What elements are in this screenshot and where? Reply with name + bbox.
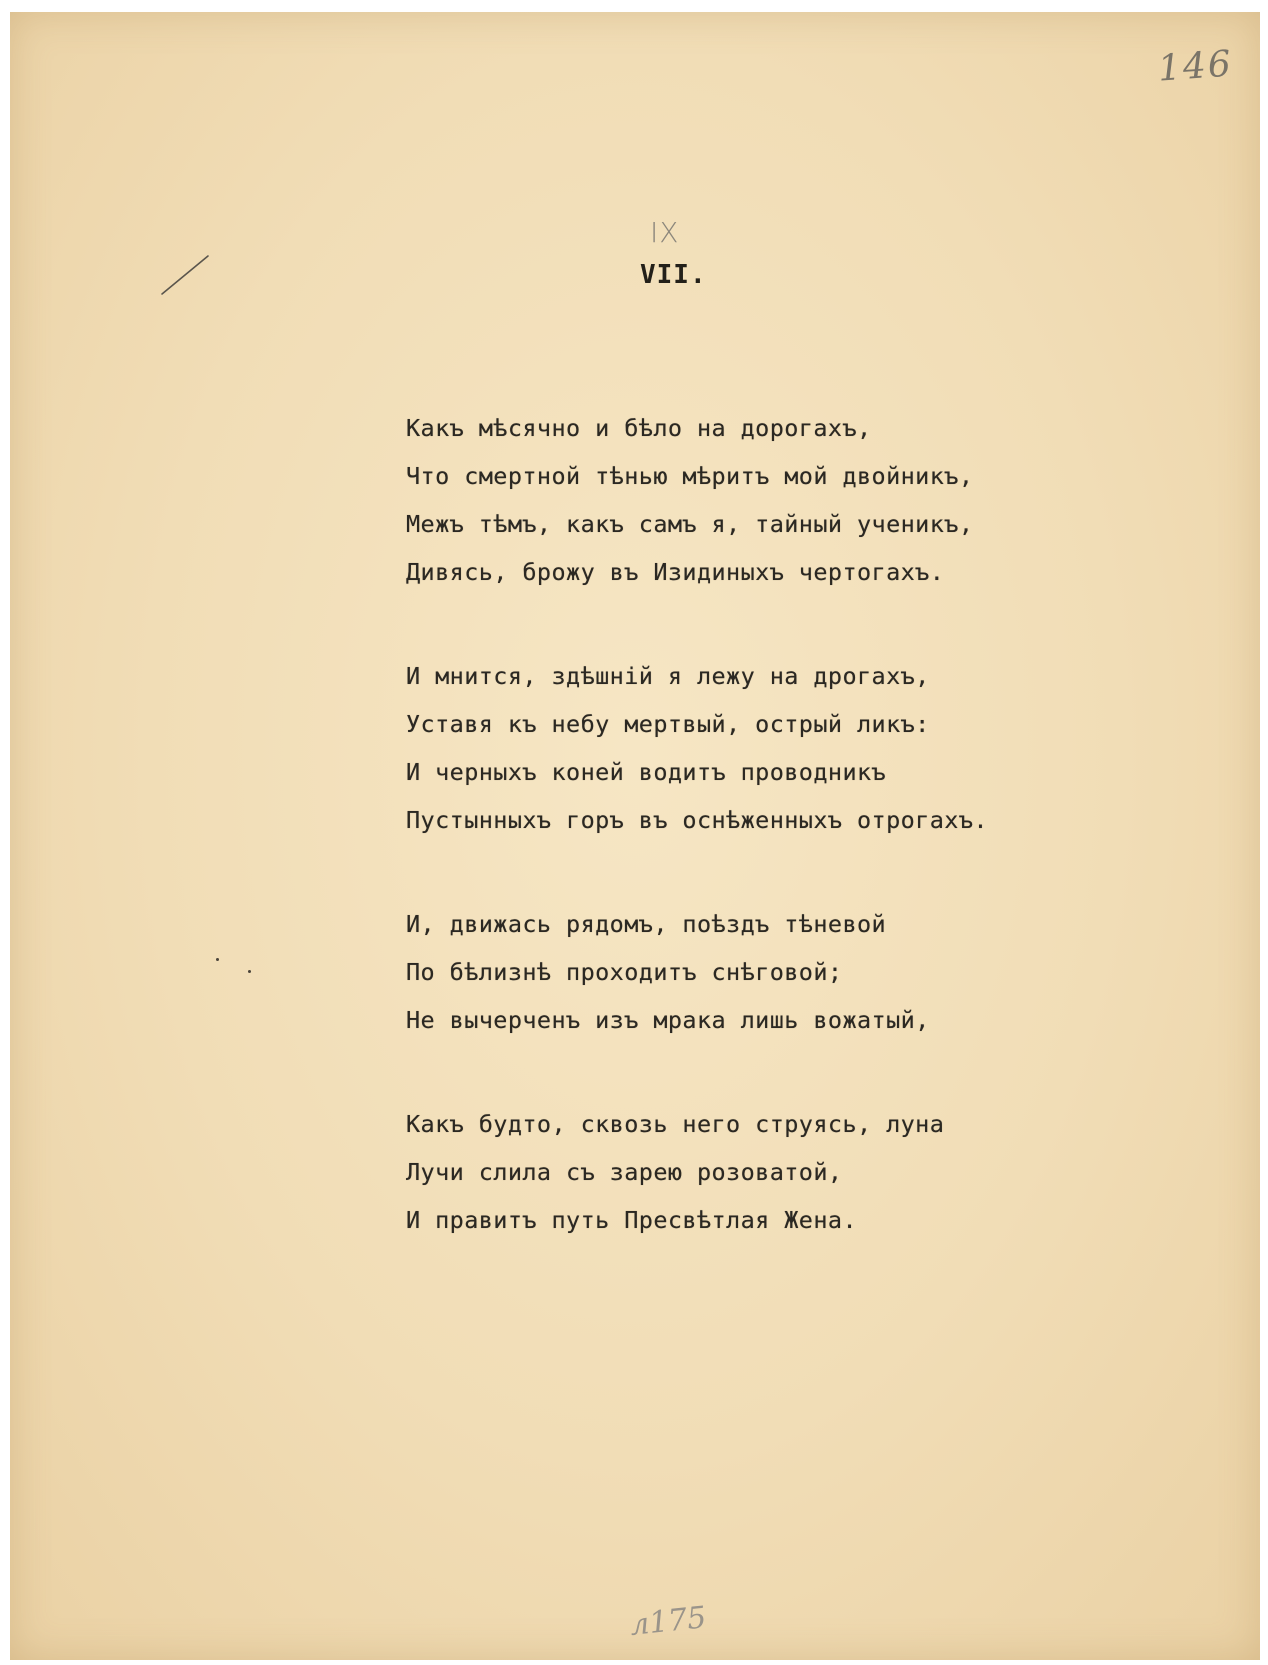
poem-line: Пустынныхъ горъ въ оснѣженныхъ отрогахъ.	[406, 806, 988, 834]
poem-line: Уставя къ небу мертвый, острый ликъ:	[406, 710, 930, 738]
poem-line: И черныхъ коней водитъ проводникъ	[406, 758, 887, 786]
paper-speck	[248, 970, 251, 973]
stanza-4	[406, 1100, 988, 1244]
stanza-2	[406, 652, 988, 844]
stanza-1	[406, 404, 988, 596]
folio-number: 146	[1156, 43, 1235, 90]
poem-line: Какъ мѣсячно и бѣло на дорогахъ,	[406, 414, 872, 442]
paper-speck	[216, 958, 219, 961]
poem-line: Что смертной тѣнью мѣритъ мой двойникъ,	[406, 462, 974, 490]
margin-pencil-mark	[160, 252, 212, 296]
section-number-typed: VII.	[640, 260, 707, 290]
section-number-pencil: IX	[650, 216, 680, 249]
stanza-3	[406, 900, 988, 1044]
poem-line: Дивясь, брожу въ Изидиныхъ чертогахъ.	[406, 558, 945, 586]
poem-line: И мнится, здѣшнiй я лежу на дрогахъ,	[406, 662, 930, 690]
archive-number: л175	[628, 1600, 708, 1643]
poem-line: Межъ тѣмъ, какъ самъ я, тайный ученикъ,	[406, 510, 974, 538]
manuscript-page	[10, 12, 1260, 1660]
poem-line: Какъ будто, сквозь него струясь, луна	[406, 1110, 945, 1138]
poem-line: По бѣлизнѣ проходитъ снѣговой;	[406, 958, 843, 986]
poem-line: И правитъ путь Пресвѣтлая Жена.	[406, 1206, 857, 1234]
poem-line: Лучи слила съ зарею розоватой,	[406, 1158, 843, 1186]
poem-line: И, движась рядомъ, поѣздъ тѣневой	[406, 910, 887, 938]
poem-line: Не вычерченъ изъ мрака лишь вожатый,	[406, 1006, 930, 1034]
poem-text	[406, 404, 988, 1300]
